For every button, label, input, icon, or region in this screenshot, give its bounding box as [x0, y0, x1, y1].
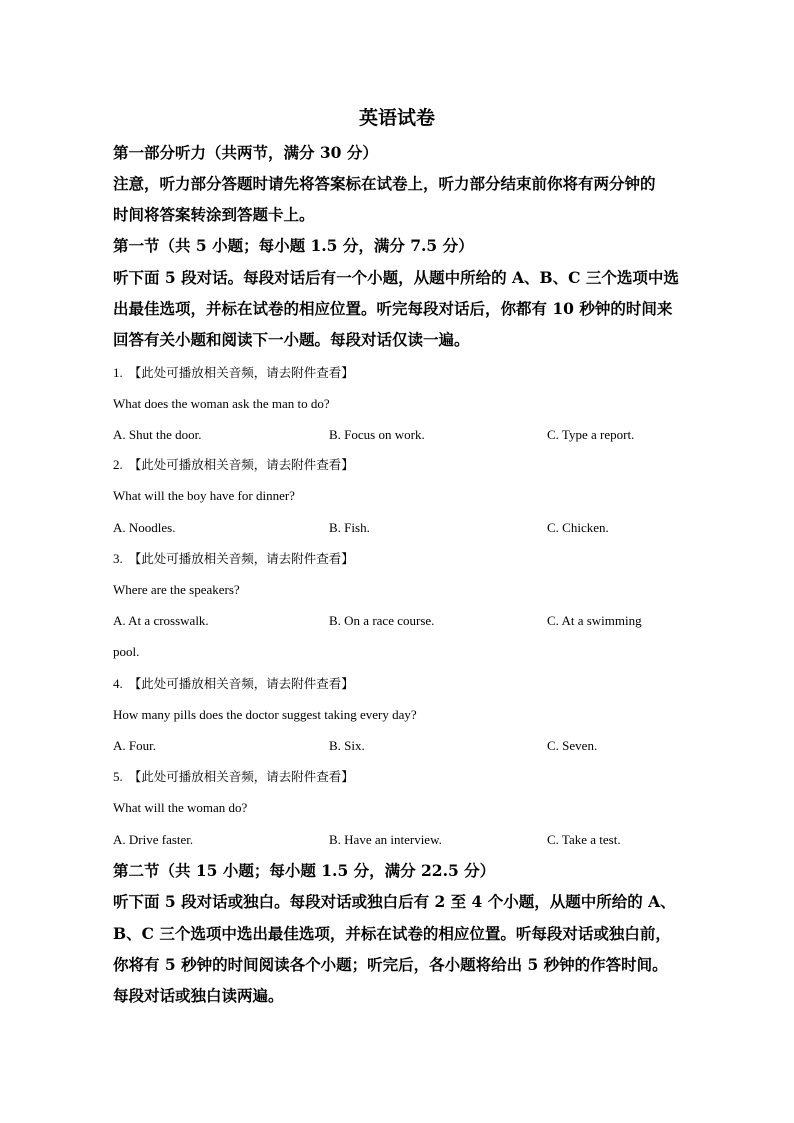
- audio-note: 【此处可播放相关音频，请去附件查看】: [128, 365, 354, 380]
- section2-instruction-line3: 你将有 5 秒钟的时间阅读各个小题；听完后，各小题将给出 5 秒钟的作答时间。: [113, 955, 668, 974]
- audio-note: 【此处可播放相关音频，请去附件查看】: [128, 551, 354, 566]
- part1-notice-line2: 时间将答案转涂到答题卡上。: [113, 205, 315, 224]
- part1-heading: 第一部分听力（共两节，满分 30 分）: [113, 143, 378, 162]
- question-2-text: What will the boy have for dinner?: [113, 488, 295, 503]
- question-5-option-c: C. Take a test.: [547, 832, 621, 847]
- question-number: 4.: [113, 676, 123, 691]
- question-number: 2.: [113, 457, 123, 472]
- question-1-option-c: C. Type a report.: [547, 427, 635, 442]
- question-4-text: How many pills does the doctor suggest taking every day?: [113, 707, 417, 722]
- question-5-text: What will the woman do?: [113, 800, 248, 815]
- question-1-header: [113, 364, 354, 382]
- question-4-header: [113, 675, 354, 693]
- section2-instruction-line1: 听下面 5 段对话或独白。每段对话或独白后有 2 至 4 个小题，从题中所给的 A、: [113, 892, 676, 911]
- question-1-option-a: A. Shut the door.: [113, 427, 202, 442]
- question-3-option-c: C. At a swimming: [547, 613, 642, 628]
- audio-note: 【此处可播放相关音频，请去附件查看】: [128, 457, 354, 472]
- question-5-option-b: B. Have an interview.: [329, 832, 442, 847]
- question-2-header: [113, 456, 354, 474]
- question-2-option-b: B. Fish.: [329, 520, 370, 535]
- part1-notice-line1: 注意，听力部分答题时请先将答案标在试卷上，听力部分结束前你将有两分钟的: [113, 174, 656, 193]
- question-1-option-b: B. Focus on work.: [329, 427, 425, 442]
- section1-instruction-line1: 听下面 5 段对话。每段对话后有一个小题，从题中所给的 A、B、C 三个选项中选: [113, 268, 679, 287]
- question-5-option-a: A. Drive faster.: [113, 832, 194, 847]
- question-4-option-a: A. Four.: [113, 738, 156, 753]
- audio-note: 【此处可播放相关音频，请去附件查看】: [128, 769, 354, 784]
- question-number: 5.: [113, 769, 123, 784]
- section1-heading: 第一节（共 5 小题；每小题 1.5 分，满分 7.5 分）: [113, 236, 474, 255]
- section2-instruction-line2: B、C 三个选项中选出最佳选项，并标在试卷的相应位置。听每段对话或独白前，: [113, 924, 671, 943]
- question-2-option-a: A. Noodles.: [113, 520, 176, 535]
- section2-instruction-line4: 每段对话或独白读两遍。: [113, 986, 284, 1005]
- question-4-option-c: C. Seven.: [547, 738, 598, 753]
- question-2-option-c: C. Chicken.: [547, 520, 609, 535]
- page-title: 英语试卷: [358, 107, 435, 129]
- section1-instruction-line2: 出最佳选项，并标在试卷的相应位置。听完每段对话后，你都有 10 秒钟的时间来: [113, 299, 673, 318]
- question-3-text: Where are the speakers?: [113, 582, 240, 597]
- question-1-text: What does the woman ask the man to do?: [113, 396, 330, 411]
- question-3-header: [113, 550, 354, 568]
- question-number: 3.: [113, 551, 123, 566]
- section2-heading: 第二节（共 15 小题；每小题 1.5 分，满分 22.5 分）: [113, 861, 496, 880]
- question-5-header: [113, 768, 354, 786]
- question-3-option-a: A. At a crosswalk.: [113, 613, 209, 628]
- section1-instruction-line3: 回答有关小题和阅读下一小题。每段对话仅读一遍。: [113, 330, 470, 349]
- question-3-option-b: B. On a race course.: [329, 613, 435, 628]
- audio-note: 【此处可播放相关音频，请去附件查看】: [128, 676, 354, 691]
- question-3-option-c-continued: pool.: [113, 644, 140, 659]
- question-4-option-b: B. Six.: [329, 738, 365, 753]
- question-number: 1.: [113, 365, 123, 380]
